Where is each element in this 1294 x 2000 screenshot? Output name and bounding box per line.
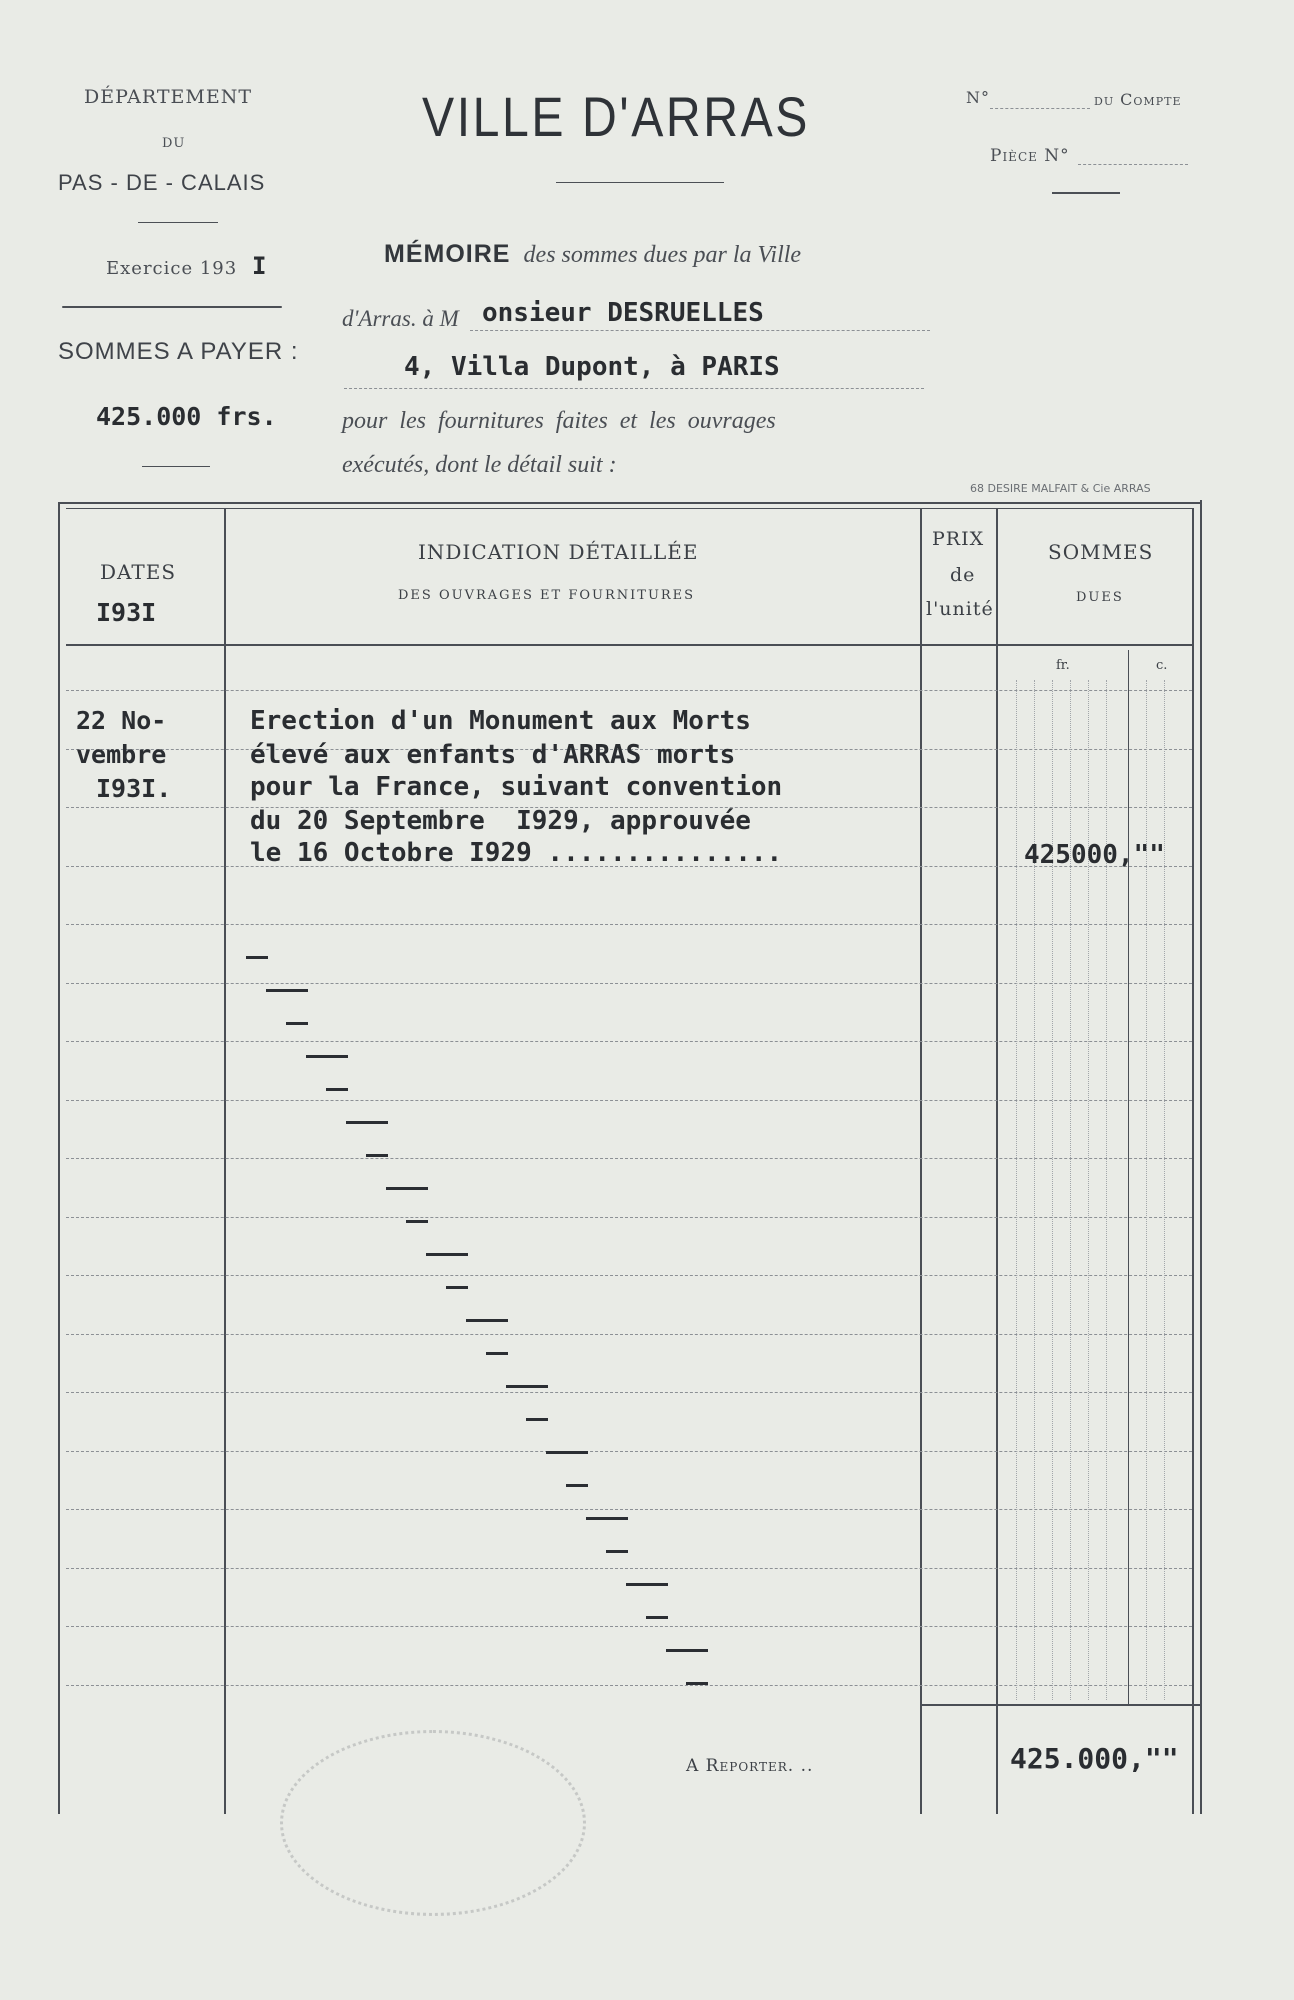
cancel-dash: [246, 956, 268, 959]
cancel-dash: [506, 1385, 548, 1388]
col-prix-header-2: de: [950, 564, 976, 586]
column-rule: [1164, 680, 1165, 1700]
cancel-dash: [546, 1451, 588, 1454]
row-rule: [66, 924, 1192, 925]
table-col-divider-2: [920, 508, 922, 1814]
cancel-dash: [426, 1253, 468, 1256]
table-header-bottom: [66, 644, 1194, 646]
col-indication-header: INDICATION DÉTAILLÉE: [418, 540, 699, 564]
row-rule: [66, 1392, 1192, 1393]
row-rule: [66, 1275, 1192, 1276]
table-col-divider-3: [996, 508, 998, 1814]
row-rule: [66, 1041, 1192, 1042]
table-right-border: [1200, 500, 1202, 1814]
account-number-field: [990, 108, 1090, 109]
cancel-dash: [366, 1154, 388, 1157]
entry-description-line-4: du 20 Septembre I929, approuvée: [250, 806, 751, 836]
divider: [62, 306, 282, 308]
du-label: DU: [162, 136, 186, 151]
cancel-dash: [446, 1286, 468, 1289]
cancel-dash: [626, 1583, 668, 1586]
table-left-border: [58, 502, 60, 1814]
du-compte-label: du Compte: [1094, 90, 1182, 109]
memoire-line-3: pour les fournitures faites et les ouvrages: [342, 408, 776, 434]
col-dates-header: DATES: [100, 560, 177, 584]
report-total: 425.000,"": [1010, 1742, 1179, 1775]
entry-date-line-1: 22 No-: [76, 706, 167, 735]
title-underline: [556, 182, 724, 183]
faded-stamp: [280, 1730, 586, 1916]
centimes-divider: [1128, 650, 1129, 1704]
cancel-dash: [646, 1616, 668, 1619]
row-rule: [66, 1217, 1192, 1218]
cancel-dash: [346, 1121, 388, 1124]
sommes-a-payer-label: SOMMES A PAYER :: [58, 338, 299, 365]
memoire-line-4: exécutés, dont le détail suit :: [342, 452, 617, 478]
row-rule: [66, 983, 1192, 984]
report-line: [920, 1704, 1200, 1706]
cancel-dash: [326, 1088, 348, 1091]
row-rule: [66, 1100, 1192, 1101]
row-rule: [66, 1334, 1192, 1335]
exercice-text: Exercice 193: [106, 258, 238, 279]
cancel-dash: [566, 1484, 588, 1487]
column-rule: [1034, 680, 1035, 1700]
memoire-intro: des sommes dues par la Ville: [523, 242, 802, 268]
printer-mark: 68 DESIRE MALFAIT & Cie ARRAS: [970, 482, 1151, 495]
recipient-field: [470, 330, 930, 331]
column-rule: [1088, 680, 1089, 1700]
entry-date-line-3: I93I.: [96, 774, 172, 803]
pas-de-calais-label: PAS - DE - CALAIS: [58, 170, 266, 195]
cancel-dash: [266, 989, 308, 992]
francs-label: fr.: [1056, 658, 1070, 673]
cancel-dash: [586, 1517, 628, 1520]
entry-description-line-5: le 16 Octobre I929 ...............: [250, 838, 783, 868]
cancel-dash: [386, 1187, 428, 1190]
col-dates-year: I93I: [96, 598, 157, 627]
centimes-label: c.: [1156, 658, 1168, 673]
address-field: [344, 388, 924, 389]
piece-number-field: [1078, 164, 1188, 165]
department-label: DÉPARTEMENT: [84, 86, 253, 108]
col-indication-subheader: DES OUVRAGES ET FOURNITURES: [398, 588, 696, 603]
col-sommes-header: SOMMES: [1048, 540, 1154, 564]
entry-description-line-2: élevé aux enfants d'ARRAS morts: [250, 740, 736, 770]
column-rule: [1052, 680, 1053, 1700]
memoire-line2-prefix: d'Arras. à M: [342, 306, 459, 331]
row-rule: [66, 1568, 1192, 1569]
divider: [138, 222, 218, 223]
col-prix-header-3: l'unité: [926, 598, 994, 620]
table-top-border-inner: [66, 508, 1194, 509]
row-rule: [66, 1451, 1192, 1452]
memoire-line-1: [384, 240, 801, 269]
entry-description-line-3: pour la France, suivant convention: [250, 772, 783, 802]
entry-description-line-1: Erection d'un Monument aux Morts: [250, 706, 751, 736]
a-reporter-label: A Reporter. ..: [686, 1756, 814, 1776]
row-rule: [66, 690, 1192, 691]
table-right-border-inner: [1192, 508, 1194, 1814]
recipient-address: 4, Villa Dupont, à PARIS: [404, 352, 780, 382]
row-rule: [66, 1158, 1192, 1159]
entry-date-line-2: vembre: [76, 740, 167, 769]
cancel-dash: [686, 1682, 708, 1685]
row-rule: [66, 1685, 1192, 1686]
exercice-year-digit: I: [251, 252, 268, 280]
col-prix-header-1: PRIX: [932, 528, 985, 550]
column-rule: [1106, 680, 1107, 1700]
cancel-dash: [466, 1319, 508, 1322]
cancel-dash: [666, 1649, 708, 1652]
memoire-label: MÉMOIRE: [384, 240, 511, 268]
column-rule: [1016, 680, 1017, 1700]
row-rule: [66, 1509, 1192, 1510]
table-col-divider-1: [224, 508, 226, 1814]
amount-to-pay: 425.000 frs.: [96, 402, 277, 431]
cancel-dash: [286, 1022, 308, 1025]
entry-amount: 425000,"": [1024, 840, 1165, 870]
cancel-dash: [406, 1220, 428, 1223]
divider: [1052, 192, 1120, 194]
page-title: VILLE D'ARRAS: [422, 85, 811, 148]
cancel-dash: [306, 1055, 348, 1058]
table-top-border: [58, 502, 1202, 504]
exercice-label: [106, 252, 267, 280]
col-sommes-subheader: DUES: [1076, 590, 1124, 605]
row-rule: [66, 1626, 1192, 1627]
cancel-dash: [526, 1418, 548, 1421]
recipient-name: onsieur DESRUELLES: [482, 298, 764, 328]
piece-number-label: Pièce N°: [990, 146, 1070, 166]
column-rule: [1146, 680, 1147, 1700]
cancel-dash: [606, 1550, 628, 1553]
column-rule: [1070, 680, 1071, 1700]
account-number-label: N°: [966, 88, 990, 107]
divider: [142, 466, 210, 467]
cancel-dash: [486, 1352, 508, 1355]
